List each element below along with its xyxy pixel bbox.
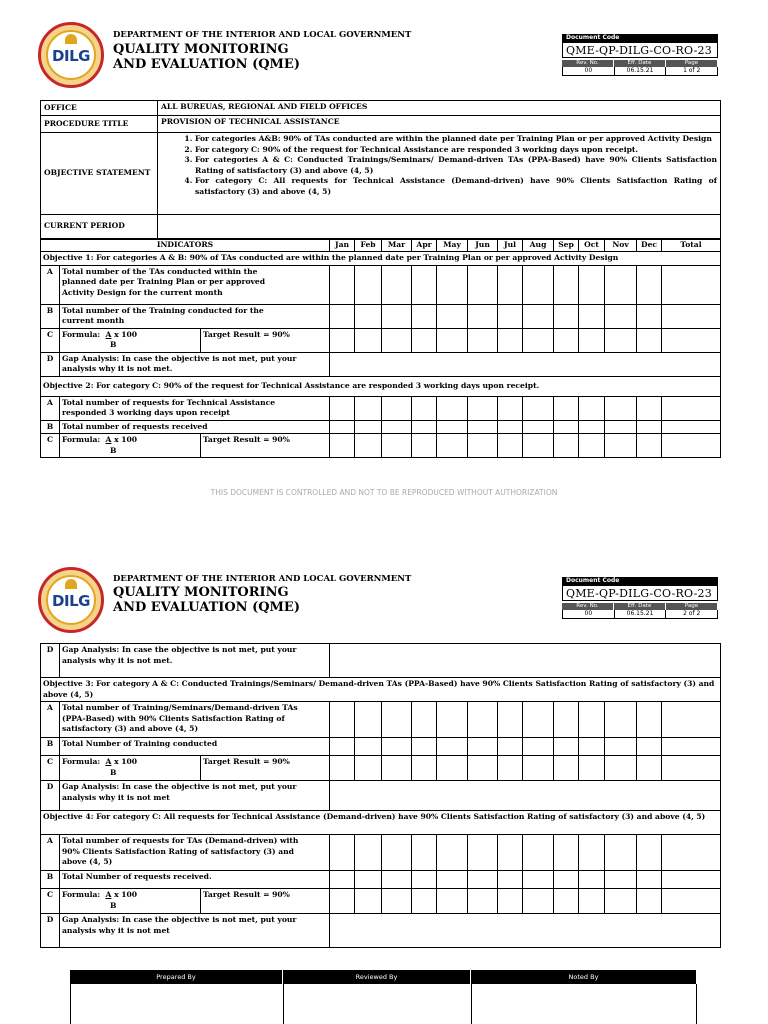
month-value-cell[interactable] [330,434,355,458]
dilg-logo: DILG [38,22,104,88]
month-value-cell[interactable] [498,889,523,914]
row-letter: C [41,434,60,458]
month-value-cell[interactable] [523,396,554,420]
month-value-cell[interactable] [662,835,721,871]
month-header: Apr [412,240,437,252]
objective-1-row: Objective 1: For categories A & B: 90% of TAs conducted are within the planned date per Training Plan or per approved Activity Design [41,252,721,266]
month-value-cell[interactable] [437,702,468,738]
month-value-cell[interactable] [412,889,437,914]
month-value-cell[interactable] [437,328,468,352]
controlled-document-notice: THIS DOCUMENT IS CONTROLLED AND NOT TO BE REPRODUCED WITHOUT AUTHORIZATION [210,488,558,497]
department-name: DEPARTMENT OF THE INTERIOR AND LOCAL GOVERNMENT [113,574,412,584]
month-value-cell[interactable] [637,738,662,756]
month-value-cell[interactable] [579,756,605,781]
month-value-cell[interactable] [412,265,437,304]
obj4-gap-analysis-input[interactable] [330,914,721,948]
month-value-cell[interactable] [605,871,637,889]
month-value-cell[interactable] [468,738,498,756]
month-value-cell[interactable] [605,835,637,871]
month-value-cell[interactable] [523,265,554,304]
month-value-cell[interactable] [468,871,498,889]
month-value-cell[interactable] [437,889,468,914]
month-header: Feb [355,240,382,252]
month-value-cell[interactable] [579,265,605,304]
month-value-cell[interactable] [412,835,437,871]
month-value-cell[interactable] [468,756,498,781]
row-letter: B [41,420,60,434]
office-value: ALL BUREUAS, REGIONAL AND FIELD OFFICES [158,101,721,116]
month-value-cell[interactable] [605,738,637,756]
month-value-cell[interactable] [579,871,605,889]
reviewed-by-label: Reviewed By [283,970,471,984]
month-value-cell[interactable] [330,265,355,304]
month-value-cell[interactable] [437,434,468,458]
month-value-cell[interactable] [468,702,498,738]
month-header: Sep [554,240,579,252]
row-letter: D [41,644,60,678]
month-value-cell[interactable] [637,835,662,871]
month-header: Mar [382,240,412,252]
month-value-cell[interactable] [498,265,523,304]
month-value-cell[interactable] [662,871,721,889]
month-value-cell[interactable] [579,434,605,458]
reviewed-by-signature[interactable] [284,984,472,1024]
month-value-cell[interactable] [637,328,662,352]
month-value-cell[interactable] [662,434,721,458]
row-letter: C [41,889,60,914]
document-code-box: Document Code QME-QP-DILG-CO-RO-23 Rev. No. Eff. Date Page 00 06.15.21 1 of 2 [562,34,718,76]
obj1-target: Target Result = 90% [201,328,330,352]
indicators-table-page1 [40,239,721,458]
form-title: QUALITY MONITORING AND EVALUATION (QME) [113,585,300,615]
month-header: Total [662,240,721,252]
month-value-cell[interactable] [554,702,579,738]
noted-by-signature[interactable] [472,984,697,1024]
obj2-formula: Formula: A x 100 B [60,434,201,458]
document-code-box: Document Code QME-QP-DILG-CO-RO-23 Rev. No. Eff. Date Page 00 06.15.21 2 of 2 [562,577,718,619]
month-value-cell[interactable] [523,420,554,434]
month-value-cell[interactable] [355,420,382,434]
month-value-cell[interactable] [579,702,605,738]
row-letter: A [41,396,60,420]
month-value-cell[interactable] [330,756,355,781]
month-value-cell[interactable] [662,889,721,914]
month-value-cell[interactable] [498,738,523,756]
obj3-gap-analysis-input[interactable] [330,781,721,811]
row-letter: D [41,352,60,376]
month-value-cell[interactable] [468,265,498,304]
month-value-cell[interactable] [554,889,579,914]
month-value-cell[interactable] [554,434,579,458]
month-value-cell[interactable] [554,835,579,871]
month-value-cell[interactable] [662,265,721,304]
month-header: May [437,240,468,252]
month-value-cell[interactable] [468,835,498,871]
noted-by-label: Noted By [471,970,697,984]
month-value-cell[interactable] [554,396,579,420]
objective-4-row: Objective 4: For category C: All requests for Technical Assistance (Demand-driven) have 90% Clients Satisfaction Rating of satisfactory (3) and above (4, 5) [41,811,721,835]
month-value-cell[interactable] [437,396,468,420]
month-value-cell[interactable] [382,835,412,871]
obj1-formula: Formula: A x 100 B [60,328,201,352]
office-label: OFFICE [41,101,158,116]
month-header: Aug [523,240,554,252]
obj1-indicator-a: Total number of the TAs conducted within the planned date per Training Plan or per approved Activity Design for the current month [60,265,330,304]
month-value-cell[interactable] [330,328,355,352]
row-letter: A [41,835,60,871]
month-value-cell[interactable] [412,434,437,458]
month-value-cell[interactable] [554,420,579,434]
obj4-indicator-b: Total Number of requests received. [60,871,330,889]
month-value-cell[interactable] [412,328,437,352]
month-value-cell[interactable] [498,420,523,434]
indicators-table-page2 [40,643,721,948]
month-value-cell[interactable] [437,738,468,756]
month-value-cell[interactable] [523,328,554,352]
row-letter: B [41,304,60,328]
prepared-by-signature[interactable] [71,984,284,1024]
month-value-cell[interactable] [605,304,637,328]
month-value-cell[interactable] [468,328,498,352]
obj3-target: Target Result = 90% [201,756,330,781]
document-code: QME-QP-DILG-CO-RO-23 [562,585,718,601]
month-value-cell[interactable] [355,396,382,420]
month-value-cell[interactable] [355,889,382,914]
month-value-cell[interactable] [498,835,523,871]
objective-3-row: Objective 3: For category A & C: Conducted Trainings/Seminars/ Demand-driven TAs (PPA-Based) have 90% Clients Satisfaction Rating of satisfactory (3) and above (4, 5) [41,678,721,702]
month-value-cell[interactable] [468,420,498,434]
month-value-cell[interactable] [382,871,412,889]
month-value-cell[interactable] [468,304,498,328]
month-value-cell[interactable] [579,328,605,352]
month-value-cell[interactable] [412,304,437,328]
month-value-cell[interactable] [355,871,382,889]
month-value-cell[interactable] [523,702,554,738]
procedure-title-value: PROVISION OF TECHNICAL ASSISTANCE [158,116,721,133]
month-value-cell[interactable] [498,871,523,889]
month-value-cell[interactable] [579,420,605,434]
month-value-cell[interactable] [468,434,498,458]
obj4-formula: Formula: A x 100 B [60,889,201,914]
obj4-indicator-a: Total number of requests for TAs (Demand-driven) with 90% Clients Satisfaction Rating of satisfactory (3) and above (4, 5) [60,835,330,871]
document-code: QME-QP-DILG-CO-RO-23 [562,42,718,58]
month-value-cell[interactable] [382,328,412,352]
month-value-cell[interactable] [382,756,412,781]
month-header: Jul [498,240,523,252]
month-value-cell[interactable] [605,328,637,352]
month-value-cell[interactable] [330,304,355,328]
obj2-indicator-a: Total number of requests for Technical Assistance responded 3 working days upon receipt [60,396,330,420]
month-value-cell[interactable] [382,434,412,458]
month-value-cell[interactable] [382,304,412,328]
month-value-cell[interactable] [662,738,721,756]
month-value-cell[interactable] [523,738,554,756]
month-value-cell[interactable] [330,420,355,434]
month-value-cell[interactable] [355,304,382,328]
month-value-cell[interactable] [554,265,579,304]
month-value-cell[interactable] [437,756,468,781]
month-value-cell[interactable] [330,396,355,420]
month-value-cell[interactable] [498,702,523,738]
month-value-cell[interactable] [605,420,637,434]
month-value-cell[interactable] [330,702,355,738]
month-value-cell[interactable] [579,889,605,914]
month-value-cell[interactable] [637,702,662,738]
month-value-cell[interactable] [662,328,721,352]
month-value-cell[interactable] [382,738,412,756]
row-letter: D [41,914,60,948]
obj2-target: Target Result = 90% [201,434,330,458]
month-value-cell[interactable] [579,835,605,871]
obj3-indicator-a: Total number of Training/Seminars/Demand-driven TAs (PPA-Based) with 90% Clients Satisfaction Rating of satisfactory (3) and above (4, 5) [60,702,330,738]
objective-statement-label: OBJECTIVE STATEMENT [41,133,158,215]
month-value-cell[interactable] [437,871,468,889]
month-value-cell[interactable] [637,304,662,328]
month-value-cell[interactable] [662,702,721,738]
obj1-gap-analysis-input[interactable] [330,352,721,376]
month-value-cell[interactable] [554,304,579,328]
department-name: DEPARTMENT OF THE INTERIOR AND LOCAL GOVERNMENT [113,30,412,40]
row-letter: C [41,328,60,352]
month-value-cell[interactable] [468,889,498,914]
month-value-cell[interactable] [498,304,523,328]
month-header: Jun [468,240,498,252]
month-value-cell[interactable] [579,304,605,328]
month-value-cell[interactable] [330,738,355,756]
month-value-cell[interactable] [355,434,382,458]
month-value-cell[interactable] [355,265,382,304]
month-value-cell[interactable] [523,756,554,781]
month-header: Oct [579,240,605,252]
dilg-logo: DILG [38,567,104,633]
month-value-cell[interactable] [498,328,523,352]
obj2-gap-analysis: Gap Analysis: In case the objective is not met, put your analysis why it is not met. [60,644,330,678]
month-value-cell[interactable] [412,396,437,420]
month-value-cell[interactable] [498,756,523,781]
signature-block [70,970,697,1024]
current-period-label: CURRENT PERIOD [41,215,158,239]
month-value-cell[interactable] [523,434,554,458]
month-value-cell[interactable] [637,889,662,914]
current-period-value[interactable] [158,215,721,239]
procedure-title-label: PROCEDURE TITLE [41,116,158,133]
month-value-cell[interactable] [554,756,579,781]
obj2-gap-analysis-input[interactable] [330,644,721,678]
month-value-cell[interactable] [554,328,579,352]
month-value-cell[interactable] [605,434,637,458]
month-value-cell[interactable] [330,835,355,871]
month-value-cell[interactable] [355,756,382,781]
month-value-cell[interactable] [382,265,412,304]
month-value-cell[interactable] [437,304,468,328]
month-value-cell[interactable] [382,420,412,434]
month-value-cell[interactable] [355,702,382,738]
month-value-cell[interactable] [605,702,637,738]
month-value-cell[interactable] [382,702,412,738]
month-value-cell[interactable] [662,304,721,328]
month-value-cell[interactable] [637,265,662,304]
obj1-indicator-b: Total number of the Training conducted for the current month [60,304,330,328]
objective-statement-list: 1. For categories A&B: 90% of TAs conducted are within the planned date per Training Plan or per approved Activity Design 2. For category C: 90% of the request for Technical Assistance are responded 3 working days upon receipt. 3. For categories A & C: Conducted Trainings/Seminars/ Demand-driven TAs (PPA-Based) have 90% Clients Satisfaction Rating of satisfactory (3) and above (4, 5) 4. For category C: All requests for Technical Assistance (Demand-driven) have 90% Clients Satisfaction Rating of satisfactory (3) and above (4, 5) [158,133,721,215]
month-value-cell[interactable] [382,396,412,420]
month-value-cell[interactable] [330,889,355,914]
month-value-cell[interactable] [637,871,662,889]
month-value-cell[interactable] [605,265,637,304]
obj1-gap-analysis: Gap Analysis: In case the objective is not met, put your analysis why it is not met. [60,352,330,376]
row-letter: B [41,738,60,756]
row-letter: A [41,702,60,738]
row-letter: A [41,265,60,304]
month-header: Nov [605,240,637,252]
obj4-target: Target Result = 90% [201,889,330,914]
month-value-cell[interactable] [355,328,382,352]
month-value-cell[interactable] [412,702,437,738]
month-value-cell[interactable] [637,420,662,434]
month-value-cell[interactable] [437,265,468,304]
month-value-cell[interactable] [579,396,605,420]
month-value-cell[interactable] [637,756,662,781]
obj3-indicator-b: Total Number of Training conducted [60,738,330,756]
month-value-cell[interactable] [662,396,721,420]
month-value-cell[interactable] [637,396,662,420]
month-value-cell[interactable] [355,738,382,756]
month-value-cell[interactable] [554,871,579,889]
month-value-cell[interactable] [662,420,721,434]
prepared-by-label: Prepared By [70,970,283,984]
month-value-cell[interactable] [605,889,637,914]
objective-2-row: Objective 2: For category C: 90% of the request for Technical Assistance are responded 3 working days upon receipt. [41,376,721,396]
month-value-cell[interactable] [605,756,637,781]
month-value-cell[interactable] [523,835,554,871]
form-title: QUALITY MONITORING AND EVALUATION (QME) [113,42,300,72]
month-value-cell[interactable] [579,738,605,756]
row-letter: B [41,871,60,889]
month-value-cell[interactable] [437,420,468,434]
month-value-cell[interactable] [412,420,437,434]
month-value-cell[interactable] [498,396,523,420]
procedure-info-table [40,100,721,239]
month-header: Jan [330,240,355,252]
month-value-cell[interactable] [382,889,412,914]
month-header: Dec [637,240,662,252]
month-value-cell[interactable] [554,738,579,756]
obj4-gap-analysis: Gap Analysis: In case the objective is not met, put your analysis why it is not met [60,914,330,948]
month-value-cell[interactable] [437,835,468,871]
row-letter: D [41,781,60,811]
month-value-cell[interactable] [637,434,662,458]
month-value-cell[interactable] [523,889,554,914]
month-value-cell[interactable] [468,396,498,420]
month-value-cell[interactable] [662,756,721,781]
row-letter: C [41,756,60,781]
month-value-cell[interactable] [605,396,637,420]
month-value-cell[interactable] [498,434,523,458]
month-value-cell[interactable] [412,871,437,889]
month-value-cell[interactable] [330,871,355,889]
month-value-cell[interactable] [523,871,554,889]
month-value-cell[interactable] [355,835,382,871]
obj2-indicator-b: Total number of requests received [60,420,330,434]
obj3-gap-analysis: Gap Analysis: In case the objective is not met, put your analysis why it is not met [60,781,330,811]
obj3-formula: Formula: A x 100 B [60,756,201,781]
month-value-cell[interactable] [412,738,437,756]
month-value-cell[interactable] [412,756,437,781]
indicators-header: INDICATORS [41,240,330,252]
month-value-cell[interactable] [523,304,554,328]
